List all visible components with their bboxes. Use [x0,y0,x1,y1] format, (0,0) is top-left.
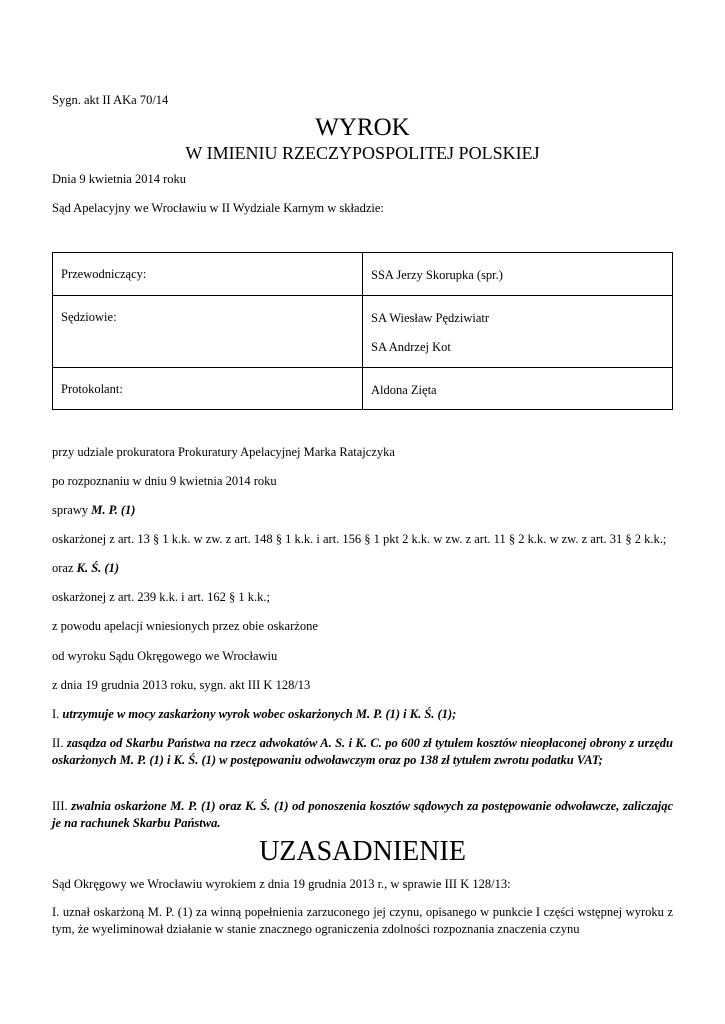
bench-role: Sędziowie: [53,296,363,368]
bench-names [363,253,673,296]
clerk-name: Aldona Zięta [371,383,437,397]
prosecutor-line: przy udziale prokuratora Prokuratury Apelacyjnej Marka Ratajczyka [52,445,395,459]
from-judgment-line: od wyroku Sądu Okręgowego we Wrocławiu [52,649,278,663]
judge-name: SA Andrzej Kot [371,340,451,354]
charges-defendant-1: oskarżonej z art. 13 § 1 k.k. w zw. z art. 148 § 1 k.k. i art. 156 § 1 pkt 2 k.k. w zw. z art. 11 § 2 k.k. w zw. z art. 31 § 2 k.k.; [52,532,667,546]
justification-paragraph: I. uznał oskarżoną M. P. (1) za winną popełnienia zarzuconego jej czynu, opisanego w punkcie I części wstępnej wyroku z tym, że wyeliminował działanie w stanie znacznego ograniczenia zdolności rozpoznania znaczenia czynu [52,905,673,936]
judge-name: SSA Jerzy Skorupka (spr.) [371,268,503,282]
case-signature: Sygn. akt II AKa 70/14 [52,93,169,107]
judgment-date: Dnia 9 kwietnia 2014 roku [52,172,187,186]
bench-role: Przewodniczący: [53,253,363,296]
ruling-number: III. [52,799,68,813]
ruling-3 [52,798,673,832]
judge-name: SA Wiesław Pędziwiatr [371,311,489,325]
judgment-date-line: z dnia 19 grudnia 2013 roku, sygn. akt III K 128/13 [52,678,311,692]
justification-intro: Sąd Okręgowy we Wrocławiu wyrokiem z dnia 19 grudnia 2013 r., w sprawie III K 128/13: [52,877,511,891]
document-subtitle: W IMIENIU RZECZYPOSPOLITEJ POLSKIEJ [185,143,540,163]
ruling-2 [52,735,673,769]
ruling-text: utrzymuje w mocy zaskarżony wyrok wobec oskarżonych M. P. (1) i K. Ś. (1); [62,707,457,721]
ruling-text: zasądza od Skarbu Państwa na rzecz adwokatów A. S. i K. C. po 600 zł tytułem kosztów nieopłaconej obrony z urzędu oskarżonych M. P. (1) i K. Ś. (1) w postępowaniu odwoławczym oraz po 138 zł tytułem zwrotu podatku VAT; [52,736,673,767]
bench-row-judges [53,296,673,368]
bench-row-presiding [53,253,673,296]
bench-role: Protokolant: [53,368,363,410]
case-line-2 [52,560,119,576]
bench-table [52,252,673,410]
ruling-1 [52,706,673,723]
court-composition: Sąd Apelacyjny we Wrocławiu w II Wydziale Karnym w składzie: [52,201,384,215]
ruling-number: I. [52,707,60,721]
case-prefix: sprawy [52,503,89,517]
bench-names [363,296,673,368]
case-line-1 [52,502,135,518]
justification-heading: UZASADNIENIE [259,836,466,867]
bench-names [363,368,673,410]
defendant-2: K. Ś. (1) [76,561,120,575]
appeal-line: z powodu apelacji wniesionych przez obie oskarżone [52,619,318,633]
defendant-1: M. P. (1) [91,503,136,517]
ruling-number: II. [52,736,64,750]
and-prefix: oraz [52,561,74,575]
ruling-text: zwalnia oskarżone M. P. (1) oraz K. Ś. (1) od ponoszenia kosztów sądowych za postępowanie odwoławcze, zaliczając je na rachunek Skarbu Państwa. [52,799,673,830]
bench-row-clerk [53,368,673,410]
document-title: WYROK [315,114,410,141]
hearing-line: po rozpoznaniu w dniu 9 kwietnia 2014 roku [52,474,277,488]
charges-defendant-2: oskarżonej z art. 239 k.k. i art. 162 § 1 k.k.; [52,590,271,604]
